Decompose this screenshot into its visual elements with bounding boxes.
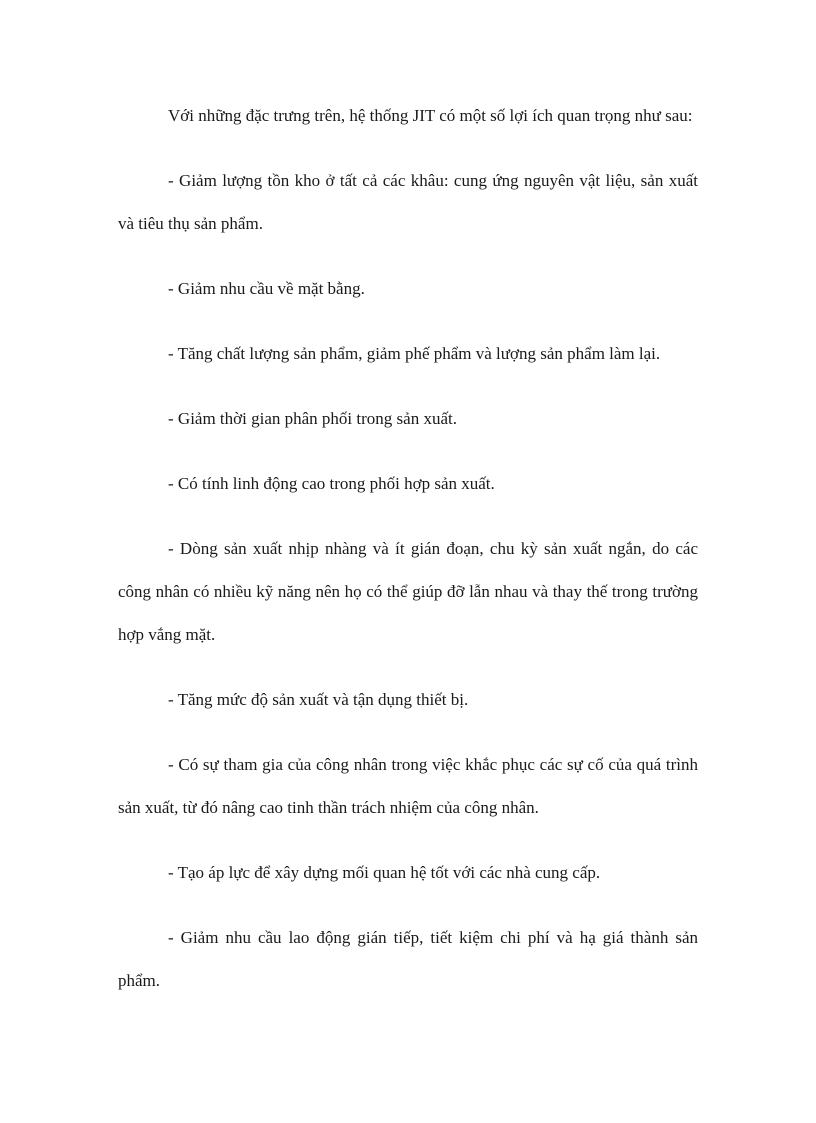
document-body	[118, 94, 698, 1024]
benefit-item: - Tăng chất lượng sản phẩm, giảm phế phẩm và lượng sản phẩm làm lại.	[168, 344, 661, 363]
benefit-item: - Giảm nhu cầu lao động gián tiếp, tiết kiệm chi phí và hạ giá thành sản phẩm.	[118, 928, 698, 990]
benefit-item: - Tạo áp lực để xây dựng mối quan hệ tốt với các nhà cung cấp.	[168, 863, 601, 882]
benefit-item: - Có tính linh động cao trong phối hợp sản xuất.	[168, 474, 495, 493]
benefit-item: - Giảm nhu cầu về mặt bằng.	[168, 279, 365, 298]
benefit-item: - Giảm thời gian phân phối trong sản xuất.	[168, 409, 457, 428]
benefit-item: - Dòng sản xuất nhịp nhàng và ít gián đoạn, chu kỳ sản xuất ngắn, do các công nhân có nhiều kỹ năng nên họ có thể giúp đỡ lẫn nhau và thay thế trong trường hợp vắng mặt.	[118, 539, 698, 644]
benefit-item: - Có sự tham gia của công nhân trong việc khắc phục các sự cố của quá trình sản xuất, từ đó nâng cao tinh thần trách nhiệm của công nhân.	[118, 755, 698, 817]
intro-paragraph: Với những đặc trưng trên, hệ thống JIT có một số lợi ích quan trọng như sau:	[168, 106, 693, 125]
benefit-item: - Giảm lượng tồn kho ở tất cả các khâu: cung ứng nguyên vật liệu, sản xuất và tiêu thụ sản phẩm.	[118, 171, 698, 233]
benefit-item: - Tăng mức độ sản xuất và tận dụng thiết bị.	[168, 690, 469, 709]
